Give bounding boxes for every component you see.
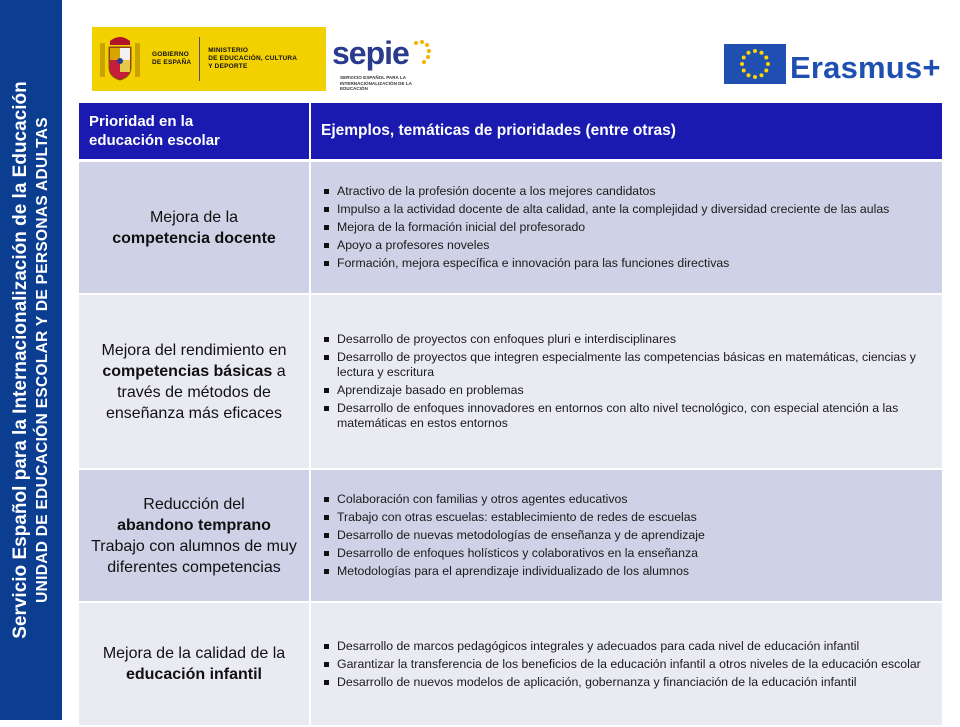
list-item: Formación, mejora específica e innovación para las funciones directivas (321, 256, 930, 271)
gov-line2: DE ESPAÑA (152, 59, 192, 66)
list-item: Desarrollo de enfoques holísticos y colaborativos en la enseñanza (321, 546, 930, 561)
priority-text: Mejora de la (149, 208, 239, 226)
examples-cell (311, 470, 942, 601)
list-item: Desarrollo de proyectos que integren especialmente las competencias básicas en matemáticas, ciencias y lectura y escritura (321, 350, 930, 380)
list-item: Colaboración con familias y otros agentes educativos (321, 492, 930, 507)
priority-cell (79, 603, 311, 725)
table-row (79, 295, 942, 470)
list-item: Garantizar la transferencia de los beneficios de la educación infantil a otros niveles de la educación escolar (321, 657, 930, 672)
sepie-sub-line1: SERVICIO ESPAÑOL PARA LA (340, 75, 407, 80)
priority-cell (79, 295, 311, 468)
coat-of-arms-icon (98, 33, 142, 85)
logo-divider (199, 37, 200, 81)
header-priority (79, 103, 311, 159)
ministry-line2: DE EDUCACIÓN, CULTURA (208, 55, 298, 62)
priority-text: Reducción del (143, 495, 245, 513)
table-row (79, 470, 942, 603)
ministry-line3: Y DEPORTE (208, 63, 248, 70)
list-item: Trabajo con otras escuelas: establecimiento de redes de escuelas (321, 510, 930, 525)
header-priority-line1: Prioridad en la (89, 113, 194, 130)
priority-text-tail: a través de métodos de enseñanza más eficaces (105, 362, 286, 422)
examples-cell (311, 162, 942, 293)
ministry-name (208, 47, 297, 71)
priority-highlight: educación infantil (125, 666, 262, 683)
table-row (79, 162, 942, 295)
list-item: Desarrollo de enfoques innovadores en entornos con alto nivel tecnológico, con especial atención a las matemáticas en estos entornos (321, 401, 930, 431)
priority-text: Mejora del rendimiento en (101, 341, 287, 359)
list-item: Mejora de la formación inicial del profesorado (321, 220, 930, 235)
examples-cell (311, 295, 942, 468)
list-item: Aprendizaje basado en problemas (321, 383, 930, 398)
list-item: Desarrollo de marcos pedagógicos integrales y adecuados para cada nivel de educación infantil (321, 639, 930, 654)
side-band-subtitle: UNIDAD DE EDUCACIÓN ESCOLAR Y DE PERSONAS ADULTAS (34, 117, 51, 603)
side-band-text (0, 0, 62, 720)
side-band (0, 0, 62, 720)
list-item: Metodologías para el aprendizaje individualizado de los alumnos (321, 564, 930, 579)
sepie-wordmark: sepie (332, 35, 409, 71)
ministry-line1: MINISTERIO (208, 47, 249, 54)
sepie-logo (326, 27, 434, 91)
list-item: Atractivo de la profesión docente a los mejores candidatos (321, 184, 930, 199)
examples-cell (311, 603, 942, 725)
government-logo (92, 27, 326, 91)
government-name (152, 51, 191, 67)
list-item: Desarrollo de nuevas metodologías de enseñanza y de aprendizaje (321, 528, 930, 543)
eu-flag-icon (724, 44, 786, 84)
table-row (79, 603, 942, 727)
sepie-dots-icon (412, 39, 432, 69)
priority-text-tail: Trabajo con alumnos de muy diferentes competencias (91, 537, 297, 576)
header-priority-line2: educación escolar (89, 132, 220, 149)
priority-highlight: competencia docente (112, 229, 276, 247)
list-item: Impulso a la actividad docente de alta calidad, ante la complejidad y diversidad creciente de las aulas (321, 202, 930, 217)
list-item: Desarrollo de proyectos con enfoques pluri e interdisciplinares (321, 332, 930, 347)
sepie-subtitle (340, 75, 434, 92)
priorities-table (79, 103, 942, 727)
table-header-row (79, 103, 942, 162)
priority-cell (79, 162, 311, 293)
priority-highlight: competencias básicas (102, 362, 273, 380)
erasmus-logo: Erasmus+ (790, 50, 941, 85)
priority-text: Mejora de la calidad de la (102, 645, 286, 662)
sepie-sub-line2: INTERNACIONALIZACIÓN DE LA EDUCACIÓN (340, 80, 412, 91)
list-item: Apoyo a profesores noveles (321, 238, 930, 253)
list-item: Desarrollo de nuevos modelos de aplicación, gobernanza y financiación de la educación infantil (321, 675, 930, 690)
side-band-title: Servicio Español para la Internacionalización de la Educación (10, 81, 31, 639)
gov-line1: GOBIERNO (152, 51, 189, 58)
priority-highlight: abandono temprano (117, 516, 271, 534)
header-examples: Ejemplos, temáticas de prioridades (entre otras) (321, 122, 676, 139)
priority-cell (79, 470, 311, 601)
